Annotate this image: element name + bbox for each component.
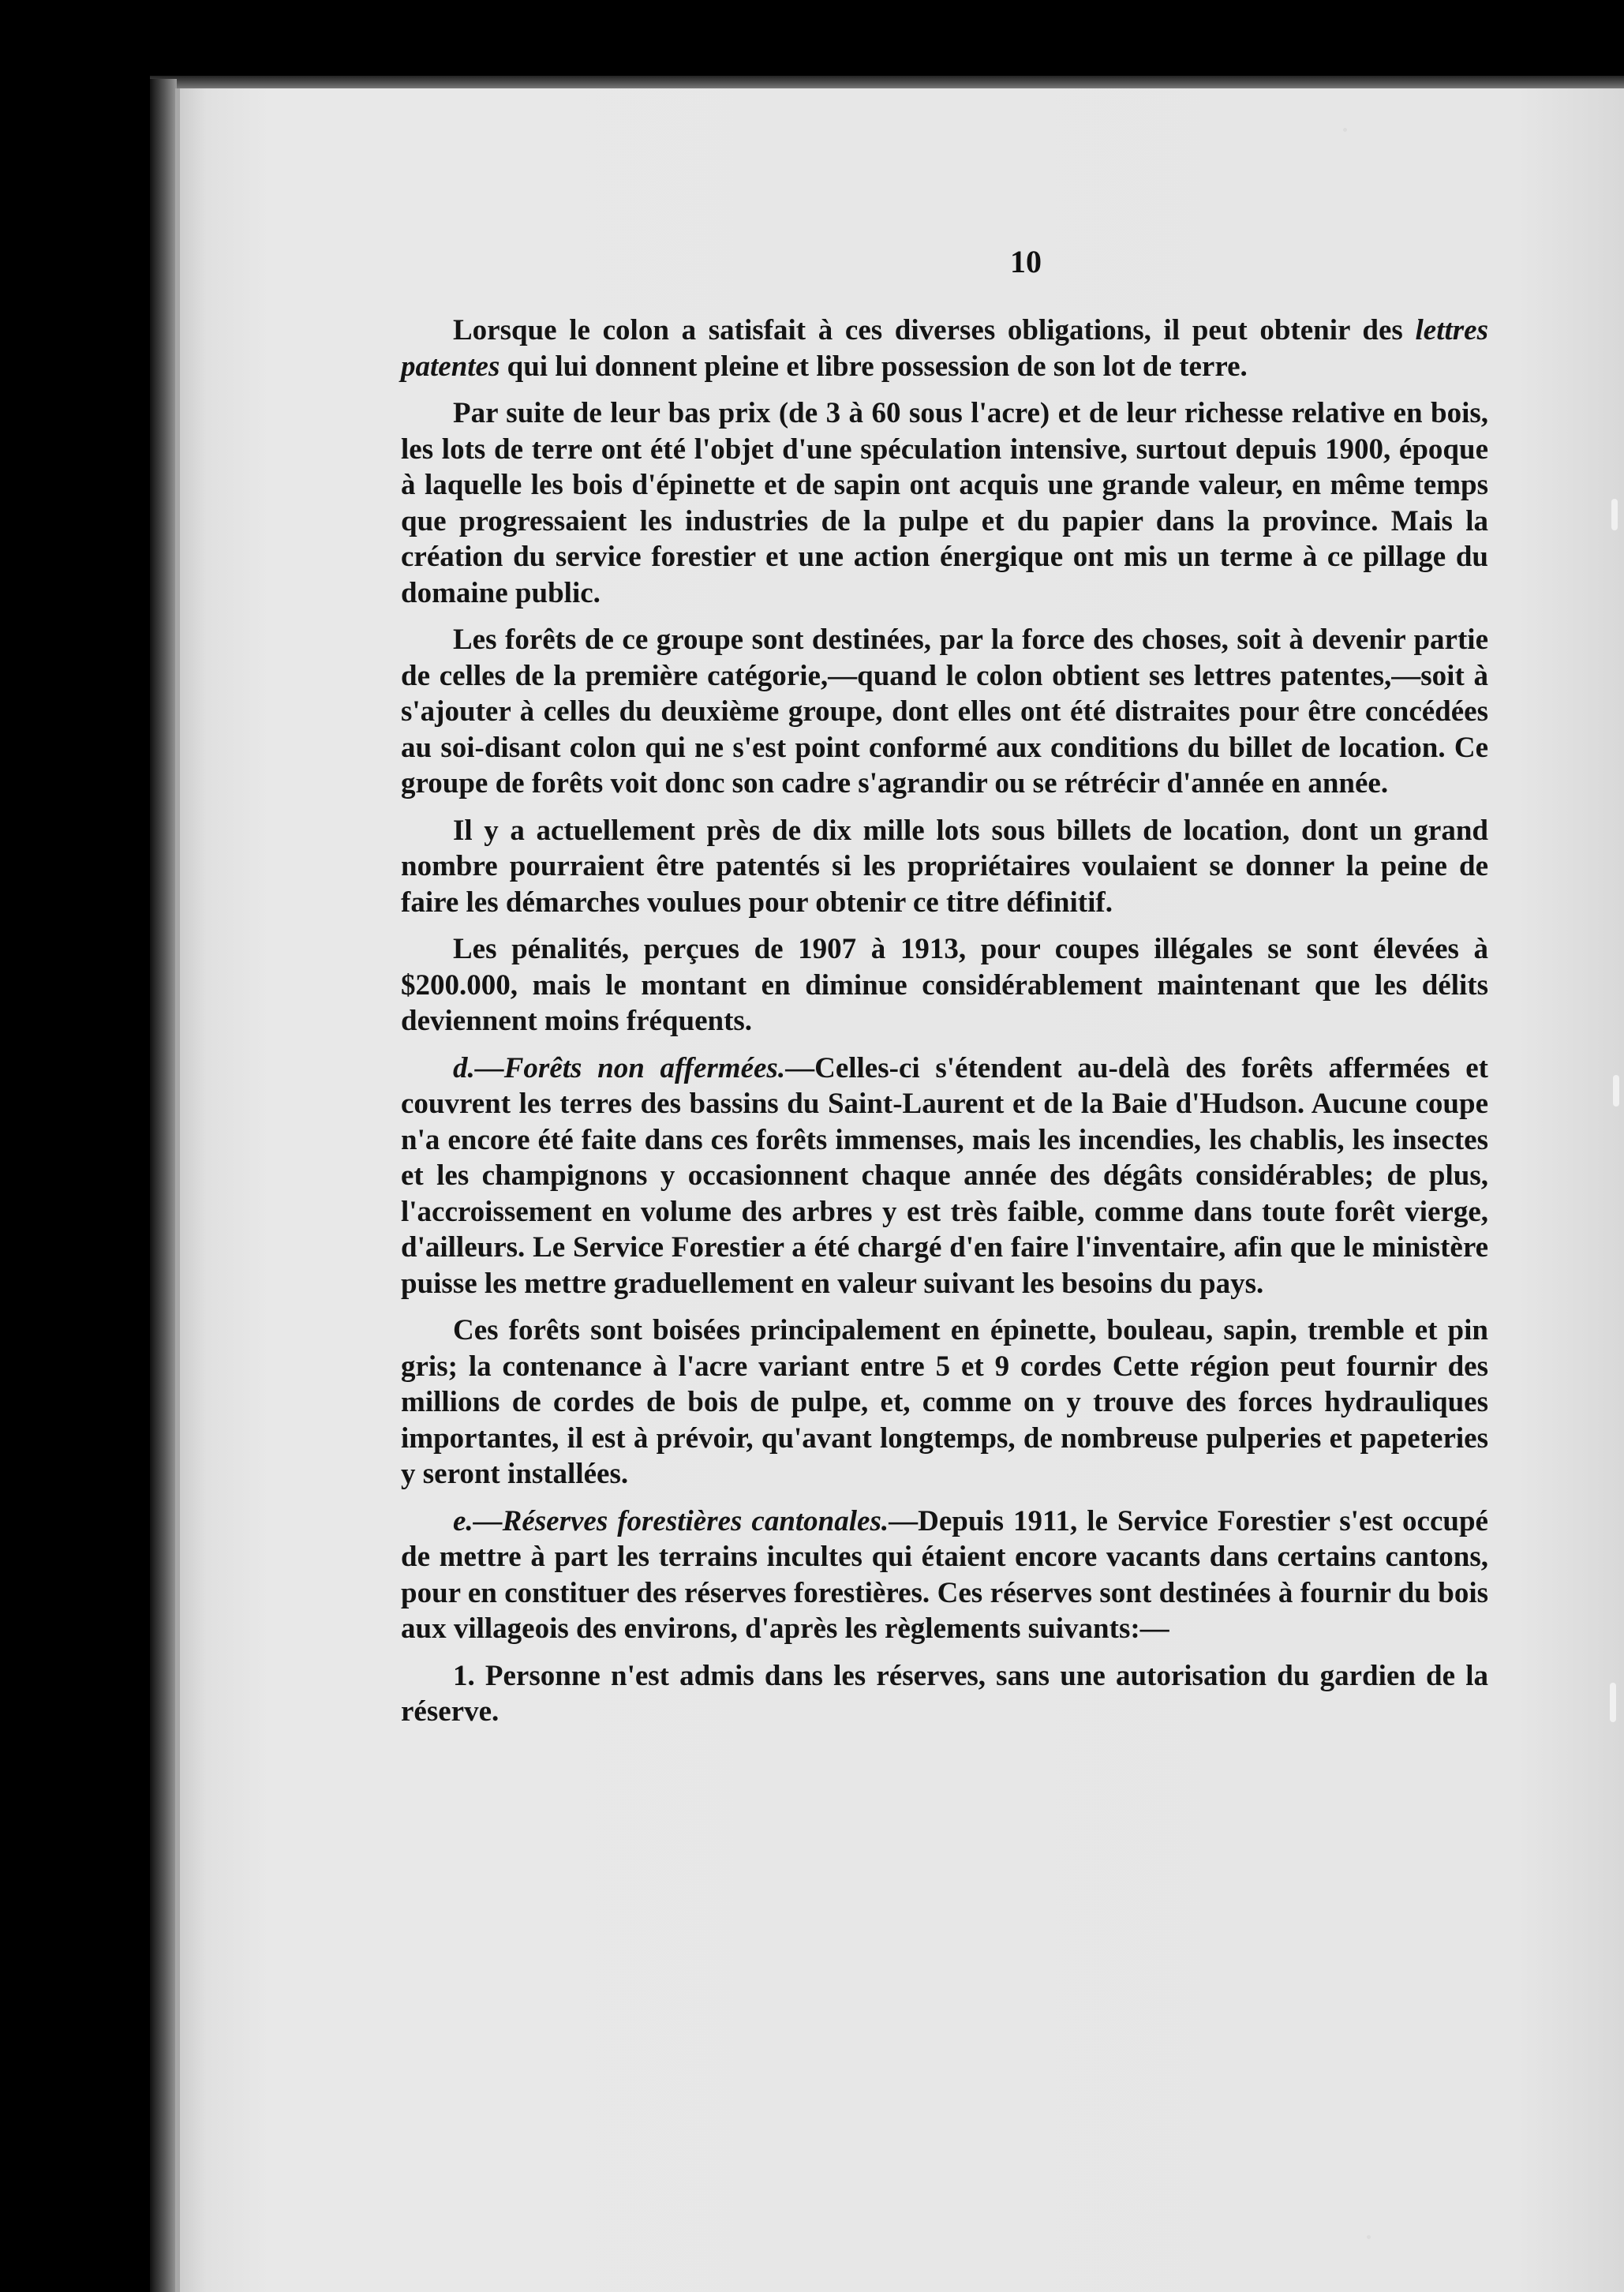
paragraph <box>401 622 1488 802</box>
italic-text: lettres patentes <box>401 314 1488 383</box>
paragraph <box>401 1658 1488 1730</box>
scan-edge-mark <box>1613 1075 1619 1107</box>
body-text <box>401 313 1488 1741</box>
scan-left-edge <box>150 79 177 2292</box>
paragraph <box>401 813 1488 921</box>
paragraph <box>401 395 1488 611</box>
paragraph-text: Les forêts de ce groupe sont destinées, par la force des choses, soit à devenir partie de celles de la première catégorie,—quand le colon obtient ses lettres patentes,—soit à s'ajouter à celles du deuxième groupe, dont elles ont été distraites pour être concédées au soi-disant colon qui ne s'est point conformé aux conditions du billet de location. Ce groupe de forêts voit donc son cadre s'agrandir ou se rétrécir d'année en année. <box>401 624 1488 800</box>
paragraph-text: Ces forêts sont boisées principalement en épinette, bouleau, sapin, tremble et pin gris; la contenance à l'acre variant entre 5 et 9 cordes Cette région peut fournir des millions de cordes de bois de pulpe, et, comme on y trouve des forces hydrauliques importantes, il est à prévoir, qu'avant longtemps, de nombreuse pulperies et papeteries y seront installées. <box>401 1314 1488 1490</box>
scan-edge-mark <box>1611 499 1618 530</box>
paragraph-text: Les pénalités, perçues de 1907 à 1913, pour coupes illégales se sont élevées à $200.000, mais le montant en diminue considérablement maintenant que les délits deviennent moins fréquents. <box>401 933 1488 1037</box>
paragraph <box>401 931 1488 1039</box>
scan-speck <box>1343 128 1347 132</box>
paragraph-text: qui lui donnent pleine et libre possession de son lot de terre. <box>500 350 1248 383</box>
paragraph-text: Il y a actuellement près de dix mille lots sous billets de location, dont un grand nombre pourraient être patentés si les propriétaires voulaient se donner la peine de faire les démarches voulues pour obtenir ce titre définitif. <box>401 814 1488 919</box>
paragraph <box>401 1313 1488 1492</box>
paragraph <box>401 1050 1488 1302</box>
paragraph-text: Par suite de leur bas prix (de 3 à 60 sous l'acre) et de leur richesse relative en bois, les lots de terre ont été l'objet d'une spéculation intensive, surtout depuis 1900, époque à laquelle les bois d'épinette et de sapin ont acquis une grande valeur, en même temps que progressaient les industries de la pulpe et du papier dans la province. Mais la création du service forestier et une action énergique ont mis un terme à ce pillage du domaine public. <box>401 397 1488 609</box>
scan-speck <box>1367 2235 1371 2239</box>
paragraph-text: 1. Personne n'est admis dans les réserves, sans une autorisation du gardien de la réserve. <box>401 1659 1488 1728</box>
page-number: 10 <box>1010 244 1042 279</box>
paragraph-text: —Depuis 1911, le Service Forestier s'est occupé de mettre à part les terrains incultes qui étaient encore vacants dans certains cantons, pour en constituer des réserves forestières. Ces réserves sont destinées à fournir du bois aux villageois des environs, d'après les règlements suivants:— <box>401 1504 1488 1645</box>
paragraph <box>401 313 1488 384</box>
paragraph-text: —Celles-ci s'étendent au-delà des forêts affermées et couvrent les terres des bassins du Saint-Laurent et de la Baie d'Hudson. Aucune coupe n'a encore été faite dans ces forêts immenses, mais les incendies, les chablis, les insectes et les champignons y occasionnent chaque année des dégâts considérables; de plus, l'accroissement en volume des arbres y est très faible, comme dans toute forêt vierge, d'ailleurs. Le Service Forestier a été chargé d'en faire l'inventaire, afin que le ministère puisse les mettre graduellement en valeur suivant les besoins du pays. <box>401 1051 1488 1300</box>
paragraph-text: Lorsque le colon a satisfait à ces diverses obligations, il peut obtenir des <box>453 314 1416 346</box>
paragraph <box>401 1504 1488 1647</box>
italic-text: e.—Réserves forestières cantonales. <box>453 1504 889 1537</box>
italic-text: d.—Forêts non affermées. <box>453 1051 786 1084</box>
scan-edge-mark <box>1610 1683 1616 1722</box>
